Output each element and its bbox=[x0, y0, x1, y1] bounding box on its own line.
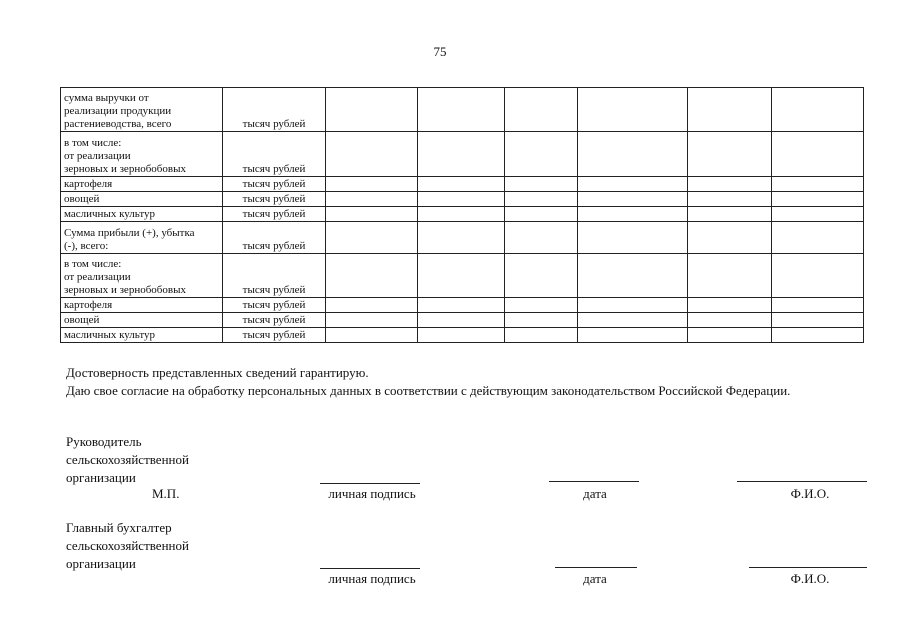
row-indicator-line: овощей bbox=[64, 193, 100, 205]
value-cell[interactable] bbox=[688, 177, 772, 192]
value-cell[interactable] bbox=[578, 313, 688, 328]
row-indicator-line: масличных культур bbox=[64, 329, 156, 341]
head-name-line bbox=[737, 481, 867, 482]
accountant-name-line bbox=[749, 567, 867, 568]
statement-block bbox=[66, 364, 882, 400]
row-unit-cell: тысяч рублей bbox=[223, 88, 326, 132]
row-unit-cell: тысяч рублей bbox=[223, 298, 326, 313]
accountant-name-caption: Ф.И.О. bbox=[790, 571, 830, 586]
value-cell[interactable] bbox=[326, 328, 418, 343]
head-date-line bbox=[549, 481, 639, 482]
accountant-signature-caption: личная подпись bbox=[328, 571, 416, 586]
value-cell[interactable] bbox=[688, 254, 772, 298]
value-cell[interactable] bbox=[418, 254, 505, 298]
row-unit-cell: тысяч рублей bbox=[223, 132, 326, 177]
value-cell[interactable] bbox=[505, 132, 578, 177]
value-cell[interactable] bbox=[772, 298, 864, 313]
report-table bbox=[60, 87, 864, 343]
value-cell[interactable] bbox=[578, 222, 688, 254]
row-indicator-cell bbox=[61, 132, 223, 177]
value-cell[interactable] bbox=[505, 222, 578, 254]
value-cell[interactable] bbox=[688, 132, 772, 177]
row-unit-cell: тысяч рублей bbox=[223, 177, 326, 192]
value-cell[interactable] bbox=[505, 177, 578, 192]
head-role-label bbox=[66, 433, 189, 487]
value-cell[interactable] bbox=[326, 207, 418, 222]
guarantee-statement: Достоверность представленных сведений гарантирую. bbox=[66, 365, 369, 380]
row-indicator-line: зерновых и зернобобовых bbox=[64, 163, 186, 175]
table-row bbox=[61, 207, 864, 222]
value-cell[interactable] bbox=[772, 313, 864, 328]
row-indicator-cell bbox=[61, 88, 223, 132]
stamp-placeholder: М.П. bbox=[152, 486, 180, 501]
value-cell[interactable] bbox=[326, 132, 418, 177]
accountant-date-caption: дата bbox=[583, 571, 607, 586]
value-cell[interactable] bbox=[772, 222, 864, 254]
value-cell[interactable] bbox=[418, 132, 505, 177]
accountant-role-label bbox=[66, 519, 189, 573]
row-indicator-line: от реализации bbox=[64, 271, 131, 283]
table-row bbox=[61, 192, 864, 207]
head-role-line: организации bbox=[66, 470, 136, 485]
page-number: 75 bbox=[433, 44, 447, 59]
value-cell[interactable] bbox=[578, 192, 688, 207]
row-unit-cell: тысяч рублей bbox=[223, 222, 326, 254]
value-cell[interactable] bbox=[326, 88, 418, 132]
value-cell[interactable] bbox=[326, 298, 418, 313]
value-cell[interactable] bbox=[772, 177, 864, 192]
row-indicator-cell bbox=[61, 192, 223, 207]
value-cell[interactable] bbox=[688, 313, 772, 328]
row-unit-cell: тысяч рублей bbox=[223, 328, 326, 343]
row-unit-cell: тысяч рублей bbox=[223, 313, 326, 328]
accountant-date-line bbox=[555, 567, 637, 568]
row-indicator-line: растениеводства, всего bbox=[64, 118, 172, 130]
value-cell[interactable] bbox=[505, 328, 578, 343]
value-cell[interactable] bbox=[578, 328, 688, 343]
value-cell[interactable] bbox=[772, 88, 864, 132]
table-row bbox=[61, 88, 864, 132]
value-cell[interactable] bbox=[418, 328, 505, 343]
value-cell[interactable] bbox=[578, 207, 688, 222]
accountant-signature-line bbox=[320, 568, 420, 569]
head-name-caption: Ф.И.О. bbox=[790, 486, 830, 501]
row-indicator-cell bbox=[61, 177, 223, 192]
row-indicator-cell bbox=[61, 222, 223, 254]
value-cell[interactable] bbox=[772, 207, 864, 222]
row-indicator-line: (-), всего: bbox=[64, 240, 109, 252]
table-row bbox=[61, 298, 864, 313]
row-indicator-cell bbox=[61, 254, 223, 298]
value-cell[interactable] bbox=[578, 254, 688, 298]
row-indicator-cell bbox=[61, 298, 223, 313]
row-unit-cell: тысяч рублей bbox=[223, 254, 326, 298]
row-indicator-cell bbox=[61, 313, 223, 328]
row-indicator-line: масличных культур bbox=[64, 208, 156, 220]
row-indicator-line: зерновых и зернобобовых bbox=[64, 284, 186, 296]
value-cell[interactable] bbox=[688, 298, 772, 313]
table-row bbox=[61, 132, 864, 177]
row-indicator-line: овощей bbox=[64, 314, 100, 326]
accountant-role-line: организации bbox=[66, 556, 136, 571]
consent-statement: Даю свое согласие на обработку персональных данных в соответствии с действующим законодательством Российской Федерации. bbox=[66, 383, 791, 398]
row-unit-cell: тысяч рублей bbox=[223, 192, 326, 207]
value-cell[interactable] bbox=[326, 254, 418, 298]
value-cell[interactable] bbox=[505, 207, 578, 222]
value-cell[interactable] bbox=[688, 88, 772, 132]
value-cell[interactable] bbox=[688, 222, 772, 254]
value-cell[interactable] bbox=[688, 192, 772, 207]
value-cell[interactable] bbox=[418, 88, 505, 132]
table-row bbox=[61, 313, 864, 328]
accountant-role-line: сельскохозяйственной bbox=[66, 538, 189, 553]
row-unit-cell: тысяч рублей bbox=[223, 207, 326, 222]
value-cell[interactable] bbox=[578, 88, 688, 132]
value-cell[interactable] bbox=[326, 313, 418, 328]
row-indicator-cell bbox=[61, 207, 223, 222]
value-cell[interactable] bbox=[418, 298, 505, 313]
table-row bbox=[61, 328, 864, 343]
value-cell[interactable] bbox=[578, 177, 688, 192]
value-cell[interactable] bbox=[326, 192, 418, 207]
value-cell[interactable] bbox=[772, 192, 864, 207]
value-cell[interactable] bbox=[772, 132, 864, 177]
value-cell[interactable] bbox=[418, 192, 505, 207]
value-cell[interactable] bbox=[505, 298, 578, 313]
row-indicator-line: картофеля bbox=[64, 299, 113, 311]
head-date-caption: дата bbox=[583, 486, 607, 501]
value-cell[interactable] bbox=[578, 132, 688, 177]
value-cell[interactable] bbox=[772, 254, 864, 298]
row-indicator-line: от реализации bbox=[64, 150, 131, 162]
value-cell[interactable] bbox=[688, 328, 772, 343]
head-role-line: Руководитель bbox=[66, 434, 142, 449]
value-cell[interactable] bbox=[418, 207, 505, 222]
head-signature-line bbox=[320, 483, 420, 484]
value-cell[interactable] bbox=[772, 328, 864, 343]
value-cell[interactable] bbox=[505, 313, 578, 328]
head-signature-caption: личная подпись bbox=[328, 486, 416, 501]
value-cell[interactable] bbox=[418, 222, 505, 254]
row-indicator-cell bbox=[61, 328, 223, 343]
row-indicator-line: в том числе: bbox=[64, 137, 122, 149]
table-row bbox=[61, 177, 864, 192]
value-cell[interactable] bbox=[326, 222, 418, 254]
row-indicator-line: реализации продукции bbox=[64, 105, 172, 117]
head-role-line: сельскохозяйственной bbox=[66, 452, 189, 467]
value-cell[interactable] bbox=[505, 88, 578, 132]
table-row bbox=[61, 254, 864, 298]
row-indicator-line: в том числе: bbox=[64, 258, 122, 270]
value-cell[interactable] bbox=[418, 177, 505, 192]
value-cell[interactable] bbox=[578, 298, 688, 313]
row-indicator-line: картофеля bbox=[64, 178, 113, 190]
value-cell[interactable] bbox=[688, 207, 772, 222]
value-cell[interactable] bbox=[326, 177, 418, 192]
row-indicator-line: сумма выручки от bbox=[64, 92, 149, 104]
accountant-role-line: Главный бухгалтер bbox=[66, 520, 172, 535]
report-table-body bbox=[61, 88, 864, 343]
value-cell[interactable] bbox=[505, 192, 578, 207]
row-indicator-line: Сумма прибыли (+), убытка bbox=[64, 227, 195, 239]
value-cell[interactable] bbox=[505, 254, 578, 298]
value-cell[interactable] bbox=[418, 313, 505, 328]
table-row bbox=[61, 222, 864, 254]
